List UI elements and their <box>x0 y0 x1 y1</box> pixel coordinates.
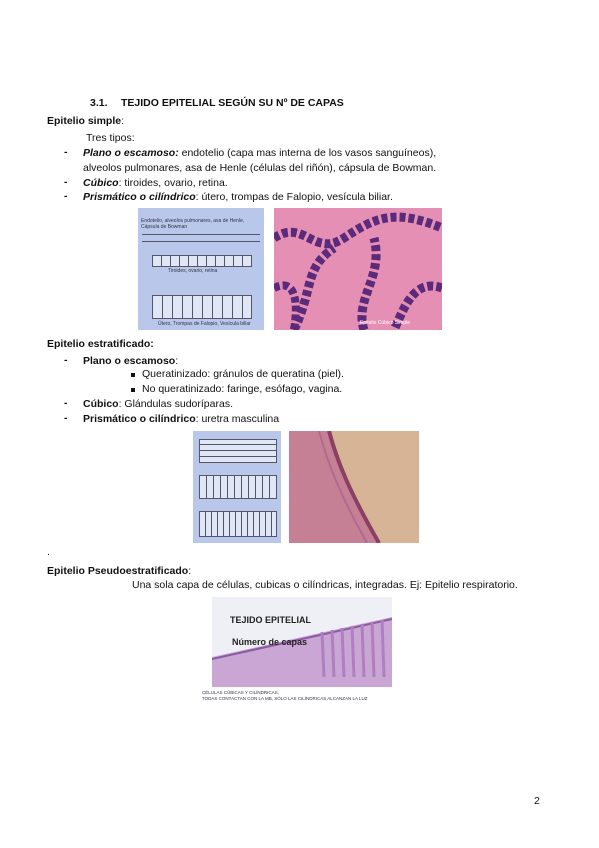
stratified-heading: Epitelio estratificado: <box>47 338 154 350</box>
simple-item-prismatico: Prismático o cilíndrico: útero, trompas de Falopio, vesícula biliar. <box>83 191 393 203</box>
simple-item-plano: Plano o escamoso: endotelio (capa mas interna de los vasos sanguíneos), <box>83 147 437 159</box>
stratified-epithelium-diagram <box>193 431 281 543</box>
stratified-epithelium-micrograph <box>289 431 419 543</box>
section-title: TEJIDO EPITELIAL SEGÚN SU Nº DE CAPAS <box>121 97 344 109</box>
pseudo-caption-2: TODAS CONTACTAN CON LA MB, SÓLO LAS CILÍNDRICAS ALCANZAN LA LUZ <box>202 696 368 701</box>
diagram-caption-top: Endotelio, alveolos pulmonares, asa de Henle, Cápsula de Bowman <box>141 218 245 230</box>
page-number: 2 <box>534 795 540 807</box>
stratified-item-plano: Plano o escamoso: <box>83 355 179 367</box>
simple-heading-line: Epitelio simple: <box>47 115 125 127</box>
stratified-cuboidal-layer <box>199 475 277 499</box>
stratified-subitem-queratinizado: Queratinizado: gránulos de queratina (piel). <box>142 368 344 380</box>
stray-dot: . <box>47 546 50 558</box>
stratified-item-cubico: Cúbico: Glándulas sudoríparas. <box>83 398 233 410</box>
micrograph-cells-icon <box>274 208 442 330</box>
stratified-squamous-layer <box>199 439 277 463</box>
simple-item-cubico: Cúbico: tiroides, ovario, retina. <box>83 177 228 189</box>
squamous-layer <box>142 234 260 242</box>
micrograph-tissue-icon <box>289 431 419 543</box>
stratified-item-prismatico: Prismático o cilíndrico: uretra masculina <box>83 413 280 425</box>
pseudo-description: Una sola capa de células, cubicas o cilíndricas, integradas. Ej: Epitelio respiratorio. <box>132 579 518 591</box>
pseudo-image-subtitle: Número de capas <box>232 637 308 647</box>
columnar-layer <box>152 295 252 319</box>
diagram-caption-bottom: Útero, Trompas de Falopio, Vesícula biliar <box>158 321 251 327</box>
cuboidal-layer <box>152 255 252 267</box>
pseudo-image-title: TEJIDO EPITELIAL <box>230 615 312 625</box>
stratified-subitem-no-queratinizado: No queratinizado: faringe, esófago, vagina. <box>142 383 343 395</box>
micrograph-caption: Epitelio Cúbico Simple <box>360 320 411 326</box>
simple-epithelium-micrograph <box>274 208 442 330</box>
simple-heading: Epitelio simple <box>47 115 122 127</box>
pseudo-heading-line: Epitelio Pseudoestratificado: <box>47 565 192 577</box>
simple-epithelium-diagram <box>138 208 264 330</box>
diagram-caption-middle: Tiroides, ovario, retina <box>168 268 218 274</box>
stratified-columnar-layer <box>199 511 277 537</box>
pseudo-heading: Epitelio Pseudoestratificado <box>47 565 189 577</box>
pseudo-caption-1: CÉLULAS CÚBICAS Y CILÍNDRICAS, <box>202 690 279 695</box>
pseudostratified-illustration <box>212 597 392 687</box>
simple-intro: Tres tipos: <box>86 132 135 144</box>
section-number: 3.1. <box>90 97 108 109</box>
simple-item-plano-cont: alveolos pulmonares, asa de Henle (células del riñón), cápsula de Bowman. <box>83 162 437 174</box>
